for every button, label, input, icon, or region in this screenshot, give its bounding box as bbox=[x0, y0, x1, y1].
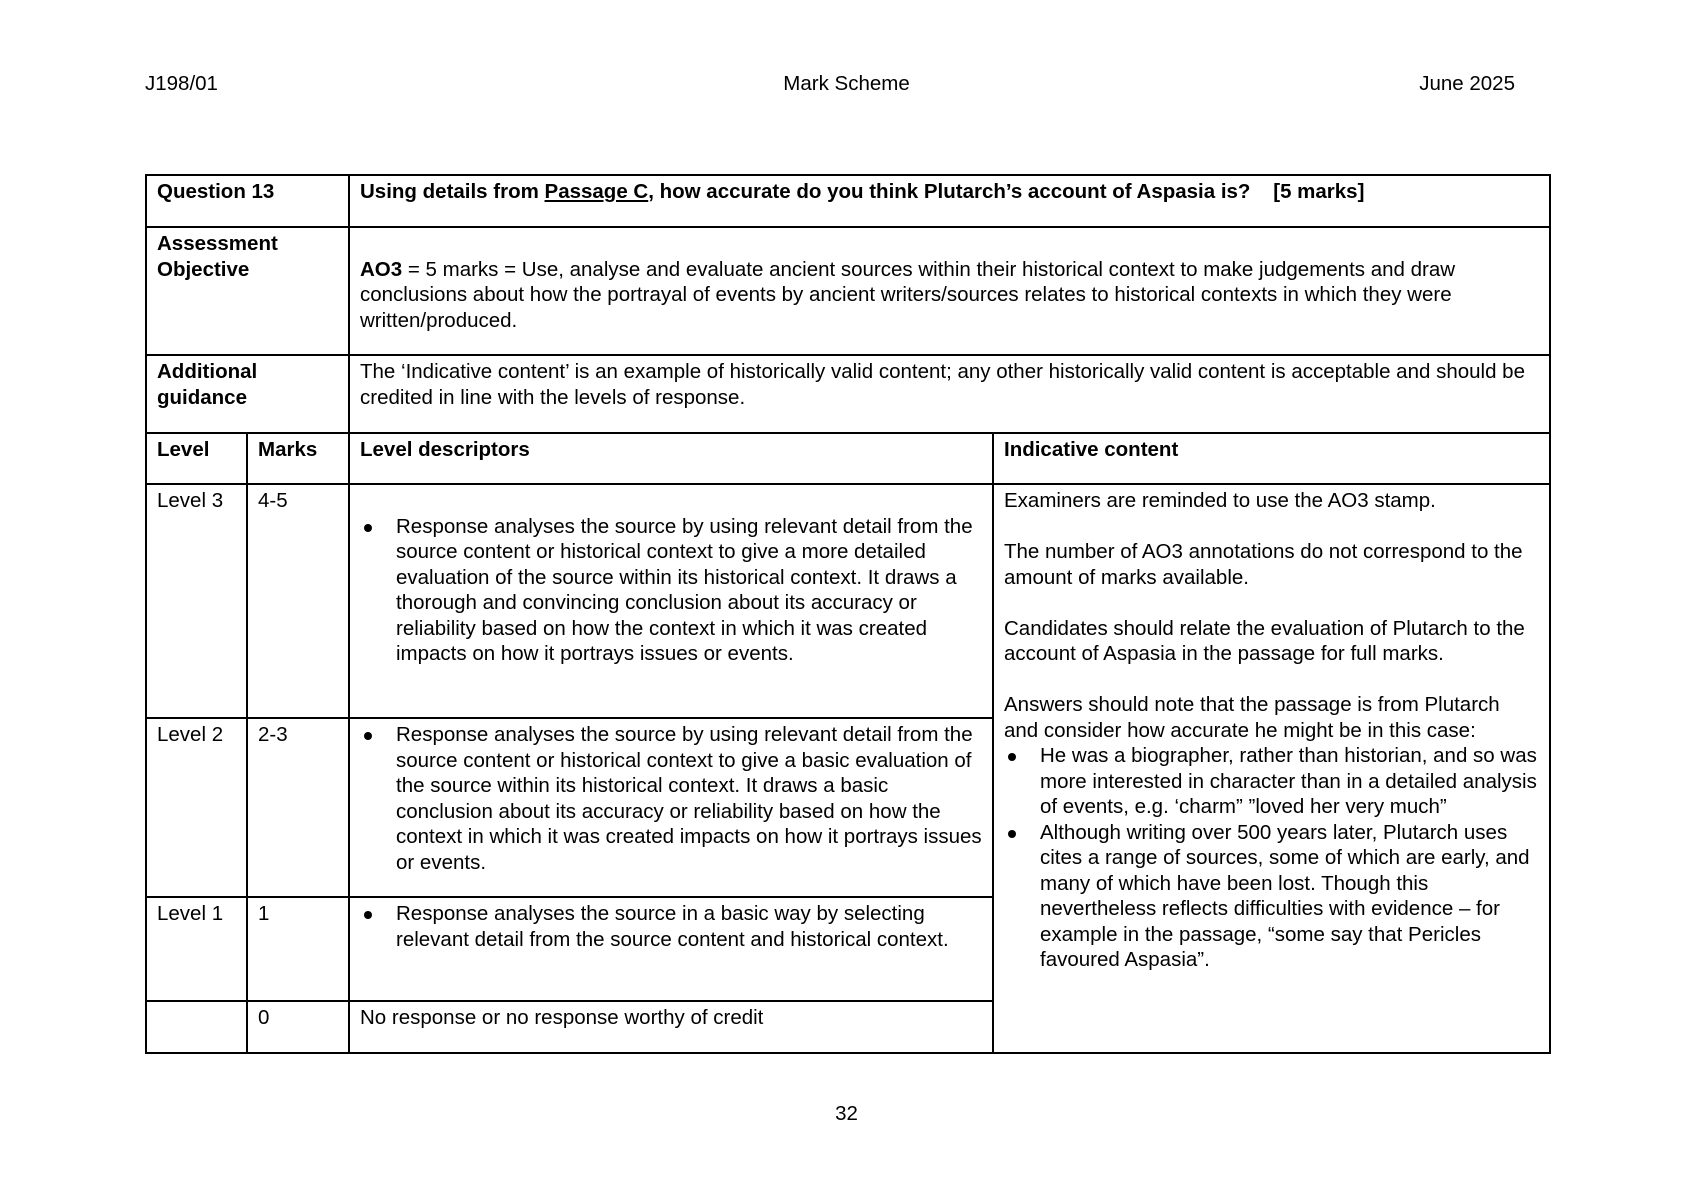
level-label: Level 1 bbox=[146, 897, 247, 1001]
level-descriptor bbox=[349, 718, 993, 897]
indicative-content bbox=[993, 484, 1550, 1053]
question-label: Question 13 bbox=[146, 175, 349, 227]
column-header-marks: Marks bbox=[247, 433, 349, 484]
indicative-bullet: He was a biographer, rather than historian, and so was more interested in character than in a detailed analysis of events, e.g. ‘charm” ”loved her very much” bbox=[1004, 743, 1539, 820]
indicative-paragraph: Answers should note that the passage is from Plutarch and consider how accurate he might be in this case: bbox=[1004, 693, 1500, 742]
document-date: June 2025 bbox=[1419, 72, 1515, 95]
assessment-objective-text: AO3 = 5 marks = Use, analyse and evaluate ancient sources within their historical context to make judgements and draw conclusions about how the portrayal of events by ancient writers/sources relates to historical contexts in which they were written/produced. bbox=[349, 227, 1550, 355]
passage-reference: Passage C bbox=[544, 180, 649, 203]
level-row bbox=[146, 484, 1550, 718]
question-marks: [5 marks] bbox=[1273, 180, 1365, 203]
document-title: Mark Scheme bbox=[783, 72, 910, 95]
level-marks: 4-5 bbox=[247, 484, 349, 718]
mark-scheme-table bbox=[145, 174, 1551, 1054]
page-number: 32 bbox=[835, 1102, 858, 1125]
question-row bbox=[146, 175, 1550, 227]
level-marks: 0 bbox=[247, 1001, 349, 1053]
level-marks: 2-3 bbox=[247, 718, 349, 897]
level-label: Level 2 bbox=[146, 718, 247, 897]
question-text: Using details from Passage C, how accurate do you think Plutarch’s account of Aspasia is? [5 marks] bbox=[349, 175, 1550, 227]
column-header-level: Level bbox=[146, 433, 247, 484]
level-descriptor: No response or no response worthy of credit bbox=[349, 1001, 993, 1053]
level-marks: 1 bbox=[247, 897, 349, 1001]
document-code: J198/01 bbox=[145, 72, 218, 95]
additional-guidance-row bbox=[146, 355, 1550, 433]
level-descriptor bbox=[349, 484, 993, 718]
level-descriptor bbox=[349, 897, 993, 1001]
descriptor-bullet: Response analyses the source in a basic way by selecting relevant detail from the source content and historical context. bbox=[360, 901, 982, 952]
descriptor-bullet: Response analyses the source by using relevant detail from the source content or historical context to give a basic evaluation of the source within its historical context. It draws a basic conclusion about its accuracy or reliability based on how the context in which it was created impacts on how it portrays issues or events. bbox=[360, 722, 982, 875]
level-label: Level 3 bbox=[146, 484, 247, 718]
level-label bbox=[146, 1001, 247, 1053]
indicative-bullet: Although writing over 500 years later, Plutarch uses cites a range of sources, some of which are early, and many of which have been lost. Though this nevertheless reflects difficulties with evidence – for example in the passage, “some say that Pericles favoured Aspasia”. bbox=[1004, 820, 1539, 973]
column-header-row bbox=[146, 433, 1550, 484]
indicative-paragraph: The number of AO3 annotations do not correspond to the amount of marks available. bbox=[1004, 540, 1523, 589]
descriptor-bullet: Response analyses the source by using relevant detail from the source content or historical context to give a more detailed evaluation of the source within its historical context. It draws a thorough and convincing conclusion about its accuracy or reliability based on how the context in which it was created impacts on how it portrays issues or events. bbox=[360, 514, 982, 667]
indicative-paragraph: Examiners are reminded to use the AO3 stamp. bbox=[1004, 489, 1436, 512]
assessment-objective-row bbox=[146, 227, 1550, 355]
ao-code: AO3 bbox=[360, 257, 403, 281]
additional-guidance-label: Additional guidance bbox=[146, 355, 349, 433]
assessment-objective-label: Assessment Objective bbox=[146, 227, 349, 355]
column-header-indicative: Indicative content bbox=[993, 433, 1550, 484]
indicative-paragraph: Candidates should relate the evaluation of Plutarch to the account of Aspasia in the passage for full marks. bbox=[1004, 616, 1525, 665]
column-header-descriptors: Level descriptors bbox=[349, 433, 993, 484]
additional-guidance-text: The ‘Indicative content’ is an example of historically valid content; any other historically valid content is acceptable and should be credited in line with the levels of response. bbox=[349, 355, 1550, 433]
